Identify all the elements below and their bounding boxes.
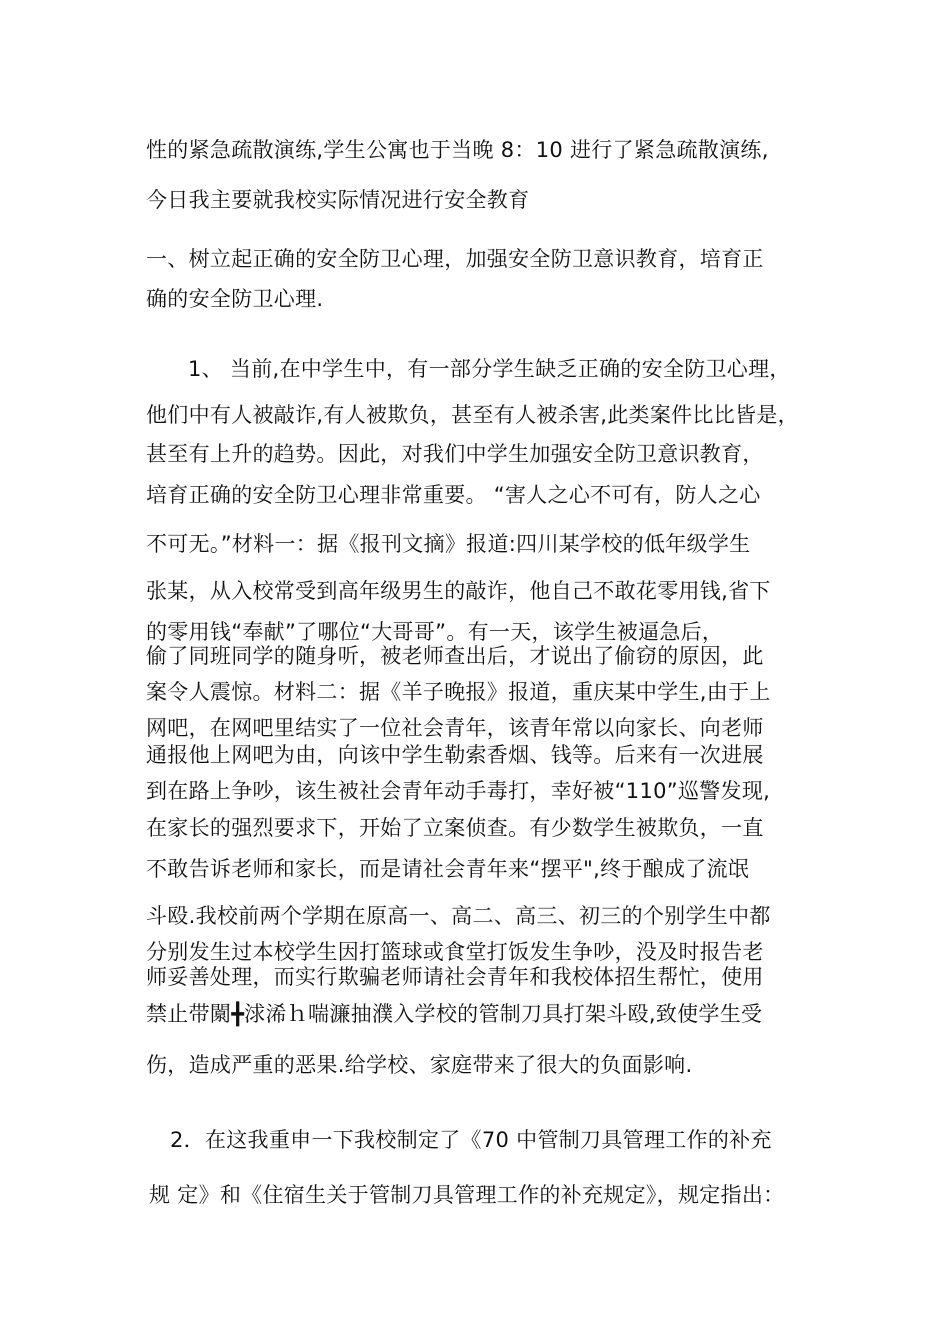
- text-line: 禁止带闎╋浗浠ｈ喘濂抽濮入学校的管制刀具打架斗殴,致使学生受: [146, 1002, 763, 1026]
- text-line: 不可无。”材料一：据《报刊文摘》报道:四川某学校的低年级学生: [146, 532, 751, 556]
- text-line: 培育正确的安全防卫心理非常重要。 “害人之心不可有，防人之心: [146, 483, 761, 507]
- text-line: 张某，从入校常受到高年级男生的敲诈，他自己不敢花零用钱,省下: [146, 579, 771, 603]
- section-heading: 确的安全防卫心理.: [146, 287, 324, 311]
- text-line: 师妥善处理，而实行欺骗老师请社会青年和我校体招生帮忙，使用: [146, 965, 764, 989]
- paragraph-start: 2．在这我重申一下我校制定了《70 中管制刀具管理工作的补充: [170, 1128, 772, 1152]
- text-line: 不敢告诉老师和家长，而是请社会青年来“摆平",终于酿成了流氓: [146, 857, 750, 881]
- text-line: 在家长的强烈要求下，开始了立案侦查。有少数学生被欺负，一直: [146, 816, 764, 840]
- text-line: 分别发生过本校学生因打篮球或食堂打饭发生争吵，没及时报告老: [146, 940, 764, 964]
- text-line: 规 定》和《住宿生关于管制刀具管理工作的补充规定》，规定指出：: [149, 1183, 785, 1207]
- text-line: 斗殴.我校前两个学期在原高一、高二、高三、初三的个别学生中都: [146, 904, 771, 928]
- text-line: 的零用钱“奉献”了哪位“大哥哥”。有一天，该学生被逼急后，: [146, 620, 724, 644]
- text-line: 偷了同班同学的随身听，被老师查出后，才说出了偷窃的原因，此: [146, 644, 764, 668]
- text-line: 网吧，在网吧里结实了一位社会青年，该青年常以向家长、向老师: [146, 716, 764, 740]
- text-line: 通报他上网吧为由，向该中学生勒索香烟、钱等。后来有一次进展: [146, 743, 764, 767]
- text-line: 甚至有上升的趋势。因此，对我们中学生加强安全防卫意识教育，: [146, 442, 764, 466]
- text-line: 案令人震惊。材料二：据《羊子晚报》报道，重庆某中学生,由于上: [146, 680, 771, 704]
- text-line: 今日我主要就我校实际情况进行安全教育: [146, 188, 530, 212]
- text-line: 到在路上争吵，该生被社会青年动手毒打，幸好被“110”巡警发现,: [146, 779, 771, 803]
- paragraph-start: 1、 当前,在中学生中，有一部分学生缺乏正确的安全防卫心理，: [188, 357, 791, 381]
- text-line: 性的紧急疏散演练,学生公寓也于当晚 8：10 进行了紧急疏散演练,: [146, 138, 769, 162]
- text-line: 他们中有人被敲诈,有人被欺负，甚至有人被杀害,此类案件比比皆是，: [146, 403, 799, 427]
- section-heading: 一、树立起正确的安全防卫心理，加强安全防卫意识教育，培育正: [146, 247, 764, 271]
- text-line: 伤，造成严重的恶果.给学校、家庭带来了很大的负面影响.: [146, 1053, 693, 1077]
